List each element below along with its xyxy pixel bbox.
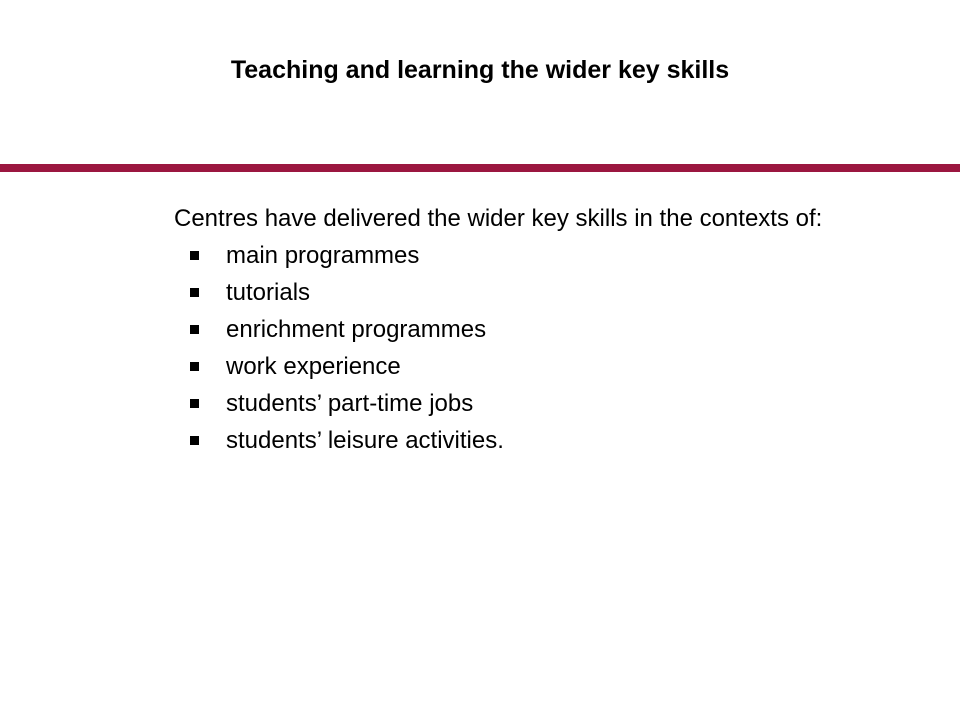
square-bullet-icon	[190, 288, 199, 297]
square-bullet-icon	[190, 436, 199, 445]
square-bullet-icon	[190, 325, 199, 334]
list-item-label: students’ part-time jobs	[226, 390, 474, 417]
list-item	[174, 274, 874, 311]
square-bullet-icon	[190, 399, 199, 408]
list-item	[174, 311, 874, 348]
list-item-label: work experience	[226, 353, 401, 380]
title-divider	[0, 164, 960, 172]
list-item-label: students’ leisure activities.	[226, 427, 504, 454]
slide-body	[174, 200, 874, 459]
intro-text: Centres have delivered the wider key skills in the contexts of:	[174, 205, 823, 232]
square-bullet-icon	[190, 251, 199, 260]
list-item	[174, 422, 874, 459]
square-bullet-icon	[190, 362, 199, 371]
bullet-list	[174, 237, 874, 459]
list-item-label: main programmes	[226, 242, 420, 269]
list-item	[174, 348, 874, 385]
list-item	[174, 237, 874, 274]
slide-title: Teaching and learning the wider key skills	[230, 56, 730, 84]
list-item	[174, 385, 874, 422]
list-item-label: tutorials	[226, 279, 311, 306]
list-item-label: enrichment programmes	[226, 316, 487, 343]
